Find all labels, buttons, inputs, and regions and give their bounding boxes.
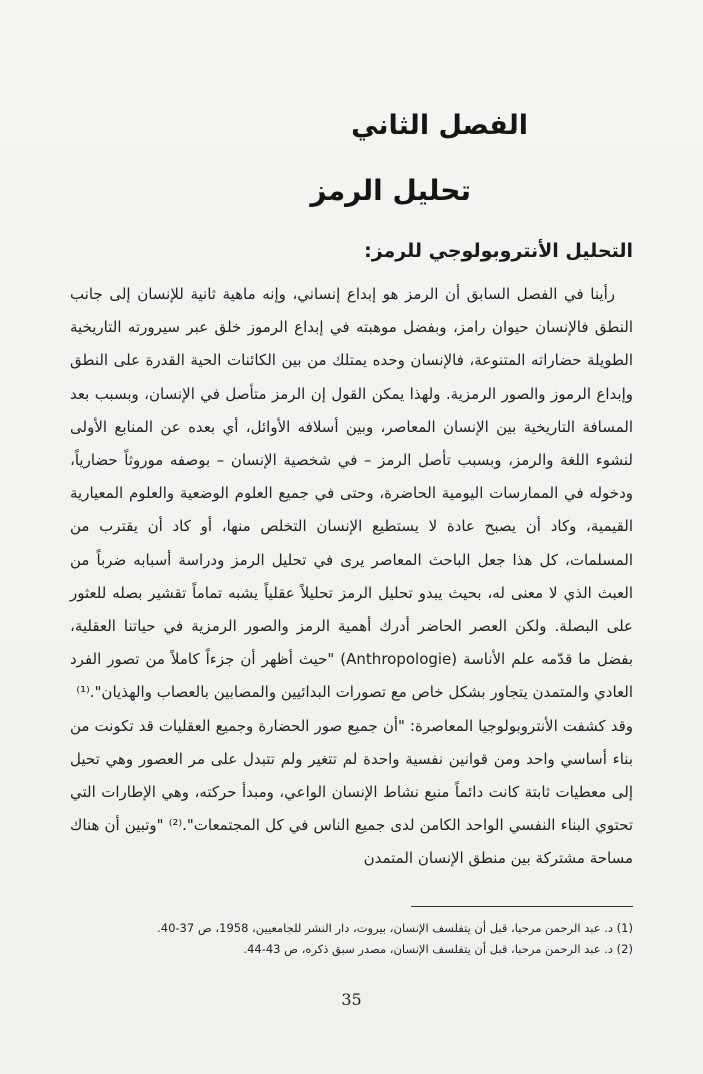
body-text xyxy=(70,278,633,876)
page-number: 35 xyxy=(341,990,362,1009)
footnote-1: (1) د. عبد الرحمن مرحبا، قبل أن يتفلسف الإنسان، بيروت، دار النشر للجامعيين، 1958، ص 37-40. xyxy=(157,921,633,935)
paragraph-1: رأينا في الفصل السابق أن الرمز هو إبداع إنساني، وإنه ماهية ثانية للإنسان إلى جانب النطق فالإنسان حيوان رامز، وبفضل موهبته في إبداع الرموز خلق عبر سيرورته التاريخية الطويلة حضاراته المتنوعة، فالإنسان وحده يمتلك من بين الكائنات الحية القدرة على النطق وإبداع الرموز والصور الرمزية. ولهذا يمكن القول إن الرمز متأصل في الإنسان، وبسبب بعد المسافة التاريخية بين الإنسان المعاصر، وبين أسلافه الأوائل، أي بعده عن المنابع الأولى لنشوء اللغة والرمز، وبسبب تأصل الرمز – في شخصية الإنسان – بوصفه موروثاً حضارياً، ودخوله في الممارسات اليومية الحاضرة، وحتى في جميع العلوم الوضعية والعلوم المعيارية القيمية، وكاد أن يصبح عادة لا يستطيع الإنسان التخلص منها، أو كاد أن يقترب من المسلمات، كل هذا جعل الباحث المعاصر يرى في تحليل الرمز ودراسة أسبابه ضرباً من العبث الذي لا معنى له، بحيث يبدو تحليل الرمز تحليلاً عقلياً يشبه تماماً تقشير بصله للعثور على البصلة. ولكن العصر الحاضر أدرك أهمية الرمز والصور الرمزية في حياتنا العقلية، بفضل ما قدّمه علم الأناسة (Anthropologie) "حيث أظهر أن جزءاً كاملاً من تصور الفرد العادي والمتمدن يتجاور بشكل خاص مع تصورات البدائيين والمصابين بالعصاب والهذيان".⁽¹⁾ xyxy=(70,285,633,702)
subheading: التحليل الأنتروبولوجي للرمز: xyxy=(364,240,633,262)
footnotes xyxy=(95,918,633,960)
footnote-divider xyxy=(411,906,633,907)
footnote-2: (2) د. عبد الرحمن مرحبا، قبل أن يتفلسف الإنسان، مصدر سبق ذكره، ص 43-44. xyxy=(243,942,633,956)
section-title: تحليل الرمز xyxy=(310,174,471,207)
paragraph-2: وقد كشفت الأنتروبولوجيا المعاصرة: "أن جميع صور الحضارة وجميع العقليات قد تكونت من بناء أساسي واحد ومن قوانين نفسية واحدة لم تتغير ولم تتبدل على مر العصور وهي تحيل إلى معطيات ثابتة كانت دائماً منبع نشاط الإنسان الواعي، ومبدأ حركته، وهي الإطارات التي تحتوي البناء النفسي الواحد الكامن لدى جميع الناس في كل المجتمعات".⁽²⁾ "وتبين أن هناك مساحة مشتركة بين منطق الإنسان المتمدن xyxy=(70,716,633,868)
chapter-heading: الفصل الثاني xyxy=(351,110,528,141)
